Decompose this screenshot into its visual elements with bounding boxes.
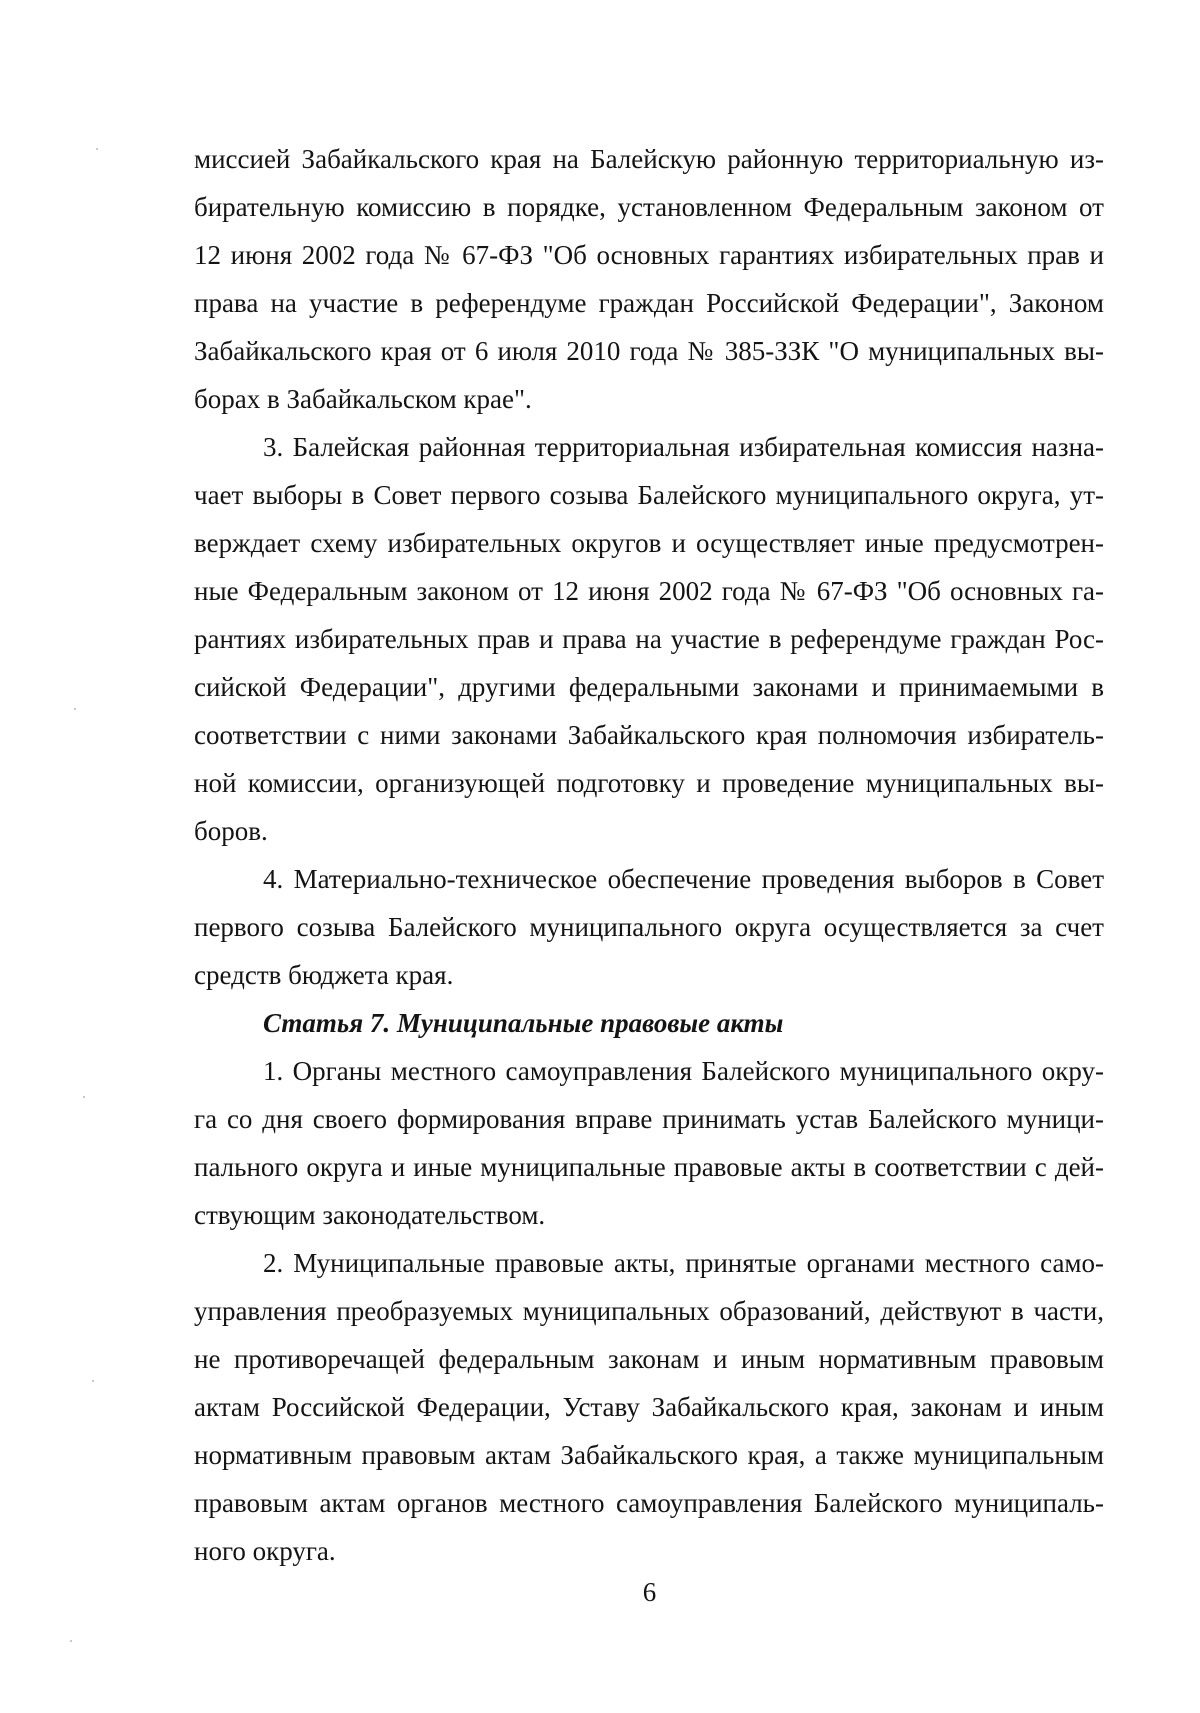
text-line: 4. Материально-техническое обеспечение проведения выборов в Совет [263, 864, 1104, 894]
text-line: верждает схему избирательных округов и осуществляет иные предусмотрен- [194, 528, 1104, 558]
scan-speck [92, 1380, 94, 1382]
text-line: Забайкальского края от 6 июля 2010 года № 385-ЗЗК "О муниципальных вы- [194, 336, 1104, 366]
text-line: средств бюджета края. [194, 960, 454, 990]
text-line: боров. [194, 816, 268, 846]
text-line: бирательную комиссию в порядке, установленном Федеральным законом от [194, 192, 1104, 222]
text-line: 2. Муниципальные правовые акты, принятые органами местного само- [263, 1248, 1104, 1278]
scan-speck [96, 148, 98, 150]
text-line: ного округа. [194, 1536, 336, 1566]
text-line: ные Федеральным законом от 12 июня 2002 года № 67-ФЗ "Об основных га- [194, 576, 1104, 606]
text-line: права на участие в референдуме граждан Российской Федерации", Законом [194, 288, 1104, 318]
scan-speck [83, 1096, 85, 1098]
text-line: 1. Органы местного самоуправления Балейского муниципального окру- [263, 1056, 1104, 1086]
text-line: 3. Балейская районная территориальная избирательная комиссия назна- [263, 432, 1104, 462]
text-line: 12 июня 2002 года № 67-ФЗ "Об основных гарантиях избирательных прав и [194, 240, 1104, 270]
body-text [194, 135, 1104, 1575]
scan-speck [70, 1640, 72, 1642]
scan-speck [74, 708, 76, 710]
text-line: пального округа и иные муниципальные правовые акты в соответствии с дей- [194, 1152, 1104, 1182]
text-line: рантиях избирательных прав и права на участие в референдуме граждан Рос- [194, 624, 1104, 654]
text-line: не противоречащей федеральным законам и иным нормативным правовым [194, 1344, 1104, 1374]
text-line: первого созыва Балейского муниципального округа осуществляется за счет [194, 912, 1104, 942]
text-line: сийской Федерации", другими федеральными законами и принимаемыми в [194, 672, 1104, 702]
text-line: борах в Забайкальском крае". [194, 384, 532, 414]
text-line: нормативным правовым актам Забайкальского края, а также муниципальным [194, 1440, 1104, 1470]
text-line: га со дня своего формирования вправе принимать устав Балейского муници- [194, 1104, 1104, 1134]
text-line: ствующим законодательством. [194, 1200, 546, 1230]
page-number: 6 [642, 1577, 657, 1607]
article-heading: Статья 7. Муниципальные правовые акты [263, 1008, 784, 1038]
text-line: миссией Забайкальского края на Балейскую районную территориальную из- [194, 144, 1104, 174]
text-line: соответствии с ними законами Забайкальского края полномочия избиратель- [194, 720, 1104, 750]
text-line: ной комиссии, организующей подготовку и проведение муниципальных вы- [194, 768, 1104, 798]
text-line: управления преобразуемых муниципальных образований, действуют в части, [194, 1296, 1104, 1326]
text-line: чает выборы в Совет первого созыва Балейского муниципального округа, ут- [194, 480, 1104, 510]
text-line: актам Российской Федерации, Уставу Забайкальского края, законам и иным [194, 1392, 1104, 1422]
text-line: правовым актам органов местного самоуправления Балейского муниципаль- [194, 1488, 1104, 1518]
